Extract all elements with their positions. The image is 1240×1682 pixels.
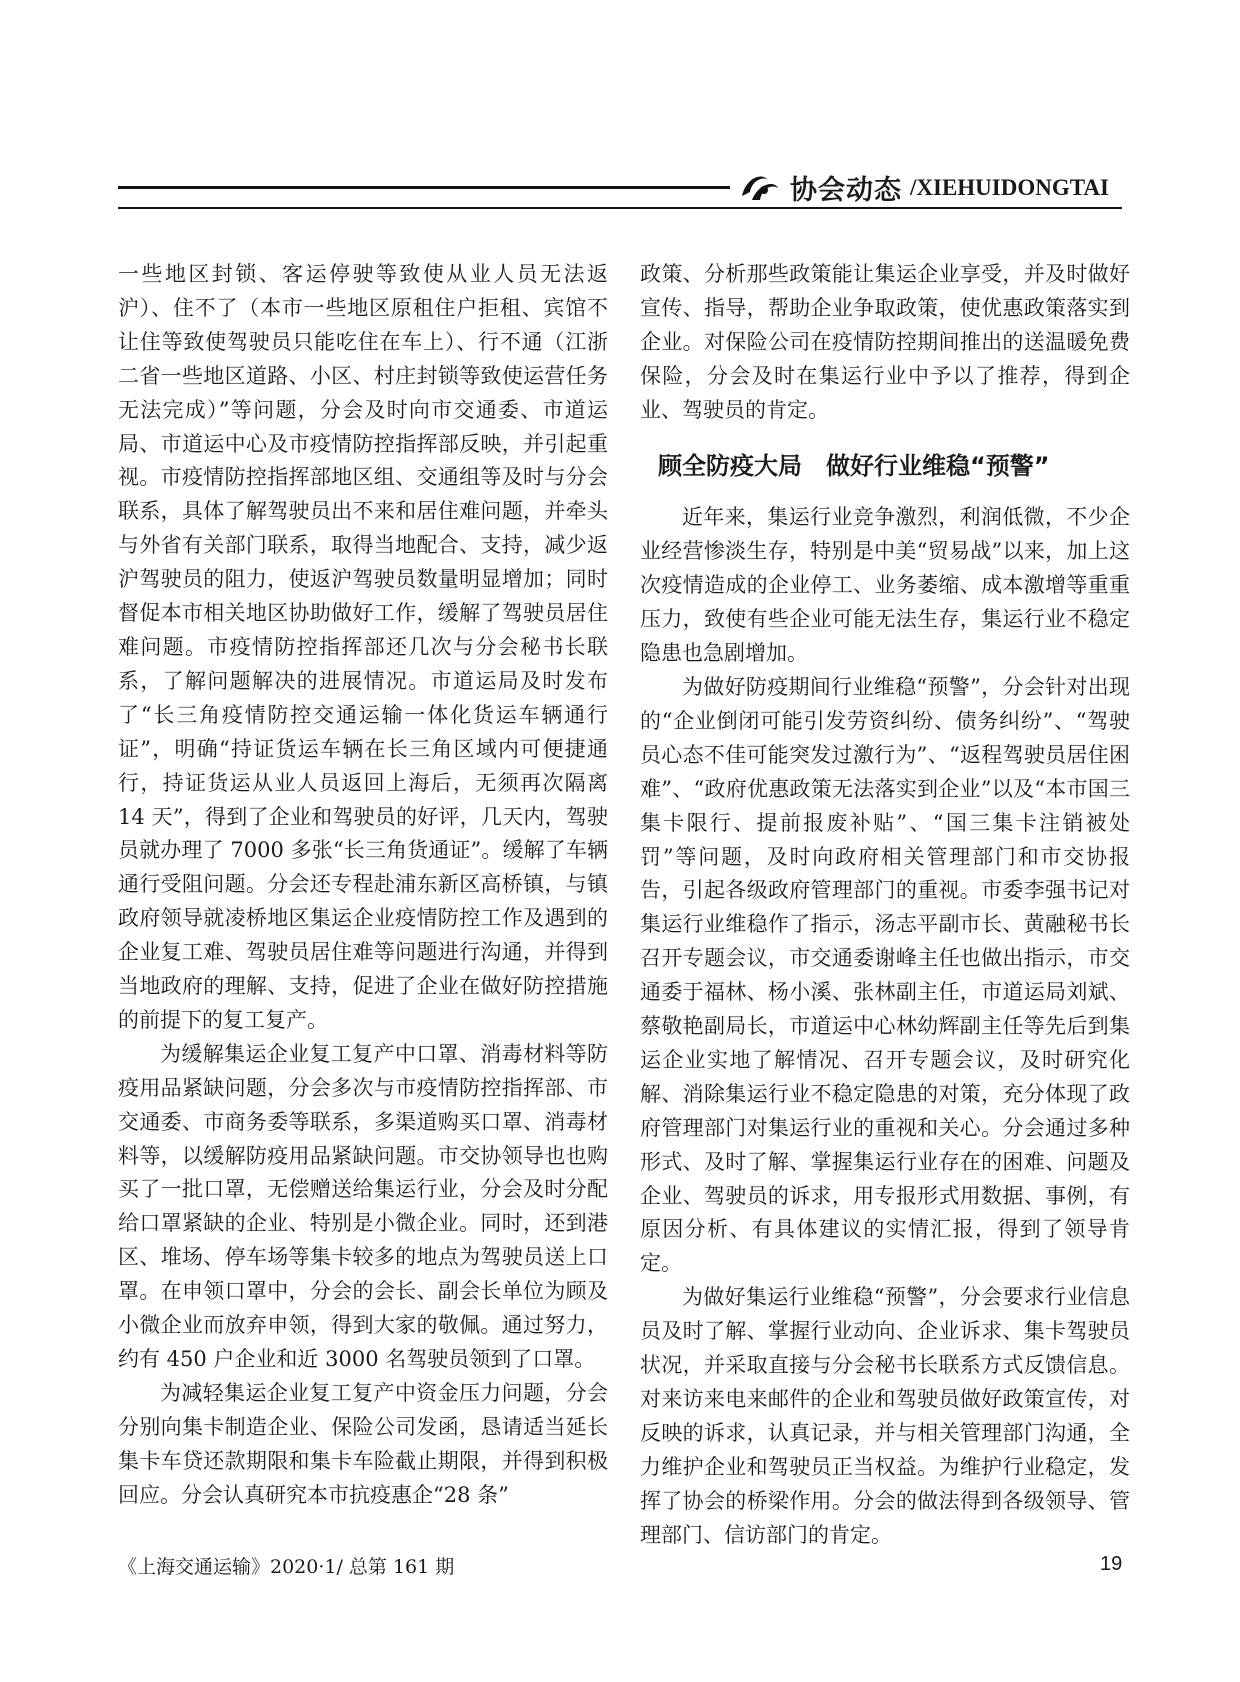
right-column xyxy=(640,258,1130,1553)
body-paragraph: 一些地区封锁、客运停驶等致使从业人员无法返沪）、住不了（本市一些地区原租住户拒租、宾馆不让住等致使驾驶员只能吃住在车上）、行不通（江浙二省一些地区道路、小区、村庄封锁等致使运营任务无法完成）”等问题，分会及时向市交通委、市道运局、市道运中心及市疫情防控指挥部反映，并引起重视。市疫情防控指挥部地区组、交通组等及时与分会联系，具体了解驾驶员出不来和居住难问题，并牵头与外省有关部门联系，取得当地配合、支持，减少返沪驾驶员的阻力，使返沪驾驶员数量明显增加；同时督促本市相关地区协助做好工作，缓解了驾驶员居住难问题。市疫情防控指挥部还几次与分会秘书长联系，了解问题解决的进展情况。市道运局及时发布了“长三角疫情防控交通运输一体化货运车辆通行证”，明确“持证货运车辆在长三角区域内可便捷通行，持证货运从业人员返回上海后，无须再次隔离 14 天”，得到了企业和驾驶员的好评，几天内，驾驶员就办理了 7000 多张“长三角货通证”。缓解了车辆通行受阻问题。分会还专程赴浦东新区高桥镇，与镇政府领导就凌桥地区集运企业疫情防控工作及遇到的企业复工难、驾驶员居住难等问题进行沟通，并得到当地政府的理解、支持，促进了企业在做好防控措施的前提下的复工复产。 xyxy=(118,262,608,1032)
body-paragraph: 为做好防疫期间行业维稳“预警”，分会针对出现的“企业倒闭可能引发劳资纠纷、债务纠纷”、“驾驶员心态不佳可能突发过激行为”、“返程驾驶员居住困难”、“政府优惠政策无法落实到企业”以及“本市国三集卡限行、提前报废补贴”、“国三集卡注销被处罚”等问题，及时向政府相关管理部门和市交协报告，引起各级政府管理部门的重视。市委李强书记对集运行业维稳作了指示，汤志平副市长、黄融秘书长召开专题会议，市交通委谢峰主任也做出指示，市交通委于福林、杨小溪、张林副主任，市道运局刘斌、蔡敬艳副局长，市道运中心林幼辉副主任等先后到集运企业实地了解情况、召开专题会议，及时研究化解、消除集运行业不稳定隐患的对策，充分体现了政府管理部门对集运行业的重视和关心。分会通过多种形式、及时了解、掌握集运行业存在的困难、问题及企业、驾驶员的诉求，用专报形式用数据、事例，有原因分析、有具体建议的实情汇报，得到了领导肯定。 xyxy=(640,674,1130,1276)
section-subheading: 顾全防疫大局 做好行业维稳“预警” xyxy=(658,451,1050,480)
section-header xyxy=(738,168,1109,207)
journal-citation: 《上海交通运输》2020·1/ 总第 161 期 xyxy=(118,1556,455,1578)
body-paragraph: 为做好集运行业维稳“预警”，分会要求行业信息员及时了解、掌握行业动向、企业诉求、集卡驾驶员状况，并采取直接与分会秘书长联系方式反馈信息。对来访来电来邮件的企业和驾驶员做好政策宣传，对反映的诉求，认真记录，并与相关管理部门沟通，全力维护企业和驾驶员正当权益。为维护行业稳定，发挥了协会的桥梁作用。分会的做法得到各级领导、管理部门、信访部门的肯定。 xyxy=(640,1285,1130,1547)
body-paragraph: 政策、分析那些政策能让集运企业享受，并及时做好宣传、指导，帮助企业争取政策，使优惠政策落实到企业。对保险公司在疫情防控期间推出的送温暖免费保险，分会及时在集运行业中予以了推荐，得到企业、驾驶员的肯定。 xyxy=(640,262,1130,422)
body-paragraph: 为减轻集运企业复工复产中资金压力问题，分会分别向集卡制造企业、保险公司发函，恳请适当延长集卡车贷还款期限和集卡车险截止期限，并得到积极回应。分会认真研究本市抗疫惠企“28 条” xyxy=(118,1380,608,1507)
section-title-cn: 协会动态 xyxy=(790,175,902,206)
body-paragraph: 近年来，集运行业竞争激烈，利润低微，不少企业经营惨淡生存，特别是中美“贸易战”以来，加上这次疫情造成的企业停工、业务萎缩、成本激增等重重压力，致使有些企业可能无法生存，集运行业不稳定隐患也急剧增加。 xyxy=(640,505,1130,666)
left-column xyxy=(118,258,608,1513)
page-number: 19 xyxy=(1100,1553,1123,1575)
header-rule-bottom xyxy=(118,207,1122,209)
header-rule xyxy=(118,186,730,189)
body-paragraph: 为缓解集运企业复工复产中口罩、消毒材料等防疫用品紧缺问题，分会多次与市疫情防控指挥部、市交通委、市商务委等联系，多渠道购买口罩、消毒材料等，以缓解防疫用品紧缺问题。市交协领导也也购买了一批口罩，无偿赠送给集运行业，分会及时分配给口罩紧缺的企业、特别是小微企业。同时，还到港区、堆场、停车场等集卡较多的地点为驾驶员送上口罩。在申领口罩中，分会的会长、副会长单位为顾及小微企业而放弃申领，得到大家的敬佩。通过努力，约有 450 户企业和近 3000 名驾驶员领到了口罩。 xyxy=(118,1041,608,1371)
section-title-en: /XIEHUIDONGTAI xyxy=(910,174,1109,200)
association-logo-icon xyxy=(738,170,782,206)
